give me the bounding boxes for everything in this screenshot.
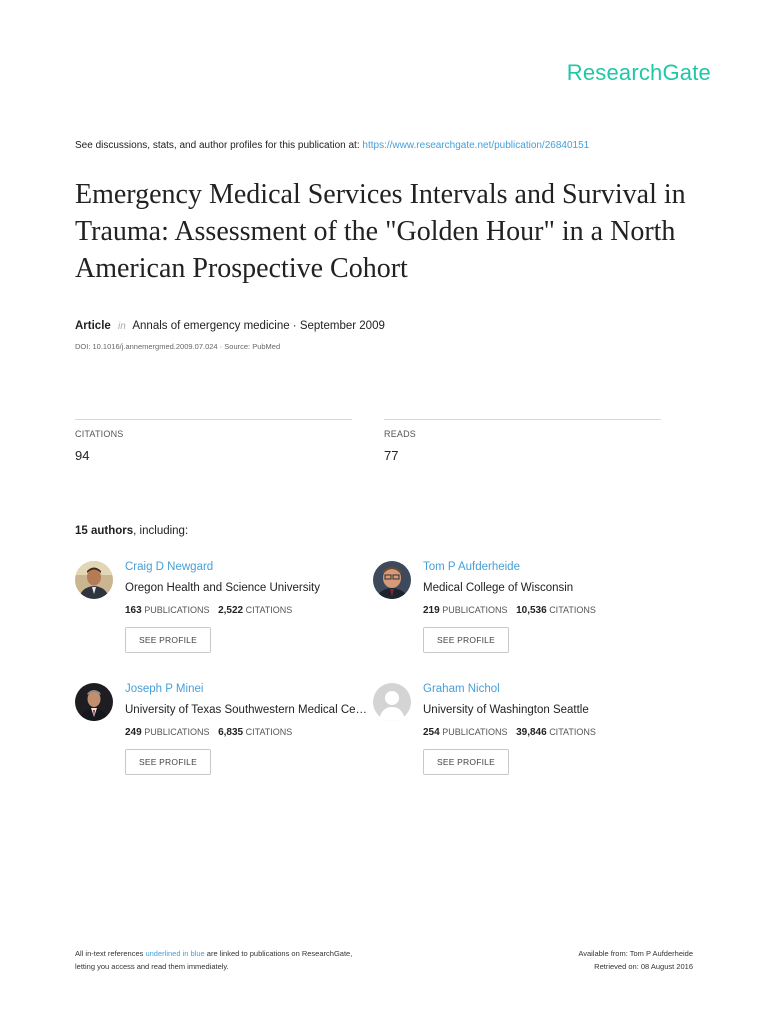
default-avatar-icon[interactable] <box>373 683 411 721</box>
footer-line-1 <box>75 947 352 960</box>
author-stats <box>125 727 375 738</box>
citations-label: CITATIONS <box>75 429 124 439</box>
author-citations-count: 10,536 <box>516 605 547 616</box>
author-citations-label: CITATIONS <box>245 605 293 615</box>
author-affiliation: University of Washington Seattle <box>423 704 589 716</box>
citations-value: 94 <box>75 448 90 463</box>
author-card <box>75 683 375 793</box>
see-discussions-text: See discussions, stats, and author profiles for this publication at: <box>75 140 360 151</box>
author-citations-count: 2,522 <box>218 605 244 616</box>
journal-date: Annals of emergency medicine · September 2009 <box>132 320 385 332</box>
publications-count: 254 <box>423 727 440 738</box>
reads-label: READS <box>384 429 417 439</box>
article-title: Emergency Medical Services Intervals and Survival in Trauma: Assessment of the "Golden Hour" in a North American Prospective Cohort <box>75 179 686 284</box>
citations-stat <box>75 419 352 463</box>
reads-stat <box>384 419 661 463</box>
authors-count: 15 authors <box>75 525 134 537</box>
author-avatar[interactable] <box>75 683 113 721</box>
author-avatar[interactable] <box>75 561 113 599</box>
footer-text-a: All in-text references <box>75 949 144 958</box>
retrieved-on: Retrieved on: 08 August 2016 <box>594 962 693 971</box>
author-name[interactable]: Joseph P Minei <box>125 683 204 695</box>
footer-line-2: letting you access and read them immediately. <box>75 962 229 971</box>
available-from: Available from: Tom P Aufderheide <box>578 949 693 958</box>
author-stats <box>423 605 673 616</box>
see-profile-button[interactable]: SEE PROFILE <box>423 749 509 775</box>
see-profile-button[interactable]: SEE PROFILE <box>125 749 211 775</box>
author-affiliation: Oregon Health and Science University <box>125 582 320 594</box>
article-type: Article <box>75 320 111 332</box>
author-card <box>373 683 673 793</box>
author-citations-label: CITATIONS <box>549 727 596 737</box>
author-card <box>373 561 673 671</box>
in-word: in <box>118 321 126 332</box>
publications-label: PUBLICATIONS <box>144 727 210 737</box>
author-affiliation: Medical College of Wisconsin <box>423 582 574 594</box>
authors-heading <box>75 525 188 537</box>
publication-url-link[interactable]: https://www.researchgate.net/publication/26840151 <box>362 140 590 151</box>
footer-availability <box>578 947 693 973</box>
reads-value: 77 <box>384 448 399 463</box>
authors-suffix: , including: <box>133 525 189 537</box>
publication-link-line <box>75 140 589 151</box>
footer-note <box>75 947 352 973</box>
author-name[interactable]: Graham Nichol <box>423 683 500 695</box>
publications-label: PUBLICATIONS <box>442 727 508 737</box>
author-card <box>75 561 375 671</box>
author-name[interactable]: Craig D Newgard <box>125 561 214 573</box>
underlined-in-blue-text: underlined in blue <box>145 949 205 958</box>
author-affiliation: University of Texas Southwestern Medical Ce… <box>125 704 368 716</box>
author-citations-count: 39,846 <box>516 727 547 738</box>
publications-count: 249 <box>125 727 142 738</box>
author-avatar[interactable] <box>373 561 411 599</box>
publications-label: PUBLICATIONS <box>144 605 210 615</box>
researchgate-logo[interactable]: ResearchGate <box>566 60 711 85</box>
article-meta <box>75 320 385 332</box>
author-citations-label: CITATIONS <box>549 605 596 615</box>
publications-label: PUBLICATIONS <box>442 605 508 615</box>
author-citations-count: 6,835 <box>218 727 244 738</box>
author-stats <box>423 727 673 738</box>
footer-text-b: are linked to publications on ResearchGate, <box>206 949 353 958</box>
publications-count: 219 <box>423 605 440 616</box>
author-name[interactable]: Tom P Aufderheide <box>423 561 520 573</box>
see-profile-button[interactable]: SEE PROFILE <box>125 627 211 653</box>
author-citations-label: CITATIONS <box>245 727 293 737</box>
author-stats <box>125 605 375 616</box>
publications-count: 163 <box>125 605 142 616</box>
see-profile-button[interactable]: SEE PROFILE <box>423 627 509 653</box>
doi-source: DOI: 10.1016/j.annemergmed.2009.07.024 · Source: PubMed <box>75 342 281 351</box>
